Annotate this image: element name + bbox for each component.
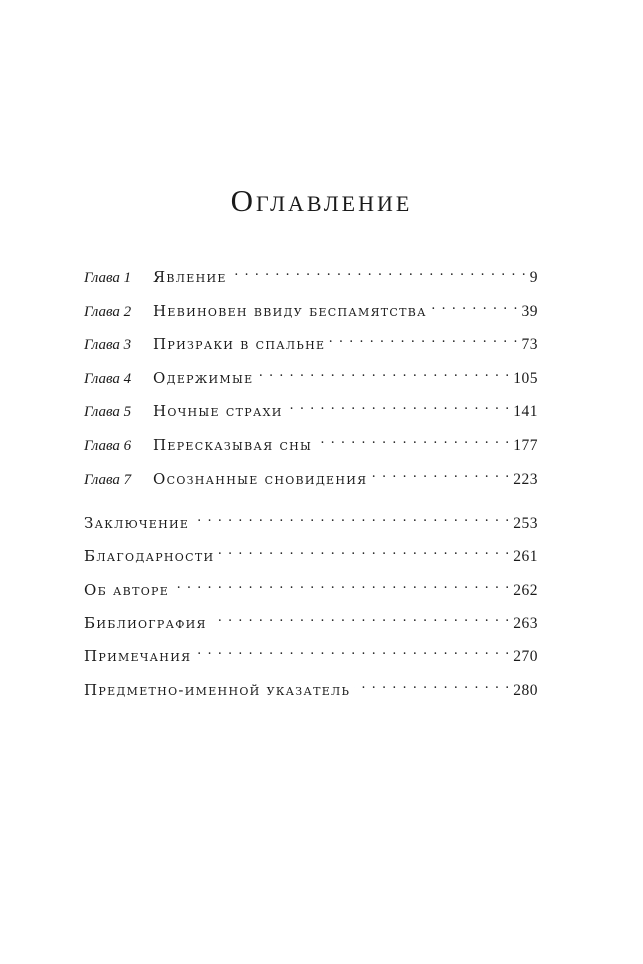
page-number: 39 [521,302,538,320]
page-number: 9 [529,269,538,286]
section-gap [84,497,538,508]
page-number: 73 [521,336,538,354]
dot-leader [211,608,511,628]
toc-entry-chapter-6[interactable] [84,430,538,464]
page-number: 253 [513,515,538,533]
dot-leader [257,363,510,383]
toc-entry-bibliography[interactable] [84,608,538,641]
page-number: 263 [513,615,538,633]
page-number: 280 [513,681,538,699]
page-number: 270 [513,648,538,666]
toc-entry-chapter-5[interactable] [84,396,538,430]
entry-title: Явление [153,268,227,286]
table-of-contents [84,262,538,708]
toc-entry-chapter-3[interactable] [84,329,538,363]
toc-entry-chapter-7[interactable] [84,464,538,498]
entry-title: Невиновен ввиду беспамятства [153,301,427,320]
dot-leader [287,396,511,416]
page-number: 261 [513,548,538,566]
toc-entry-chapter-1[interactable] [84,262,538,296]
dot-leader [431,296,519,316]
dot-leader [193,508,510,528]
entry-title: Ночные страхи [153,402,283,421]
page-number: 141 [513,403,538,421]
page-title: Оглавление [230,183,413,218]
chapter-label: Глава 2 [84,303,132,320]
dot-leader [354,675,510,695]
chapter-label: Глава 7 [84,471,132,488]
toc-entry-acknowledgments[interactable] [84,541,538,574]
page-number: 262 [513,581,538,599]
toc-entry-notes[interactable] [84,641,538,674]
toc-entry-about-author[interactable] [84,575,538,608]
toc-entry-chapter-4[interactable] [84,363,538,397]
chapter-label: Глава 5 [84,404,132,421]
dot-leader [195,641,510,661]
entry-title: Благодарности [84,547,215,566]
entry-title: Одержимые [153,368,254,387]
dot-leader [218,541,510,561]
chapter-label: Глава 6 [84,437,132,454]
entry-title: Заключение [84,514,190,533]
entry-title: Осознанные сновидения [153,469,368,488]
entry-title: Предметно-именной указатель [84,680,351,699]
page-number: 177 [513,436,538,454]
entry-title: Библиография [84,614,207,633]
dot-leader [316,430,510,450]
dot-leader [173,575,510,595]
dot-leader [371,464,510,484]
entry-title: Пересказывая сны [153,435,313,454]
entry-title: Об авторе [84,580,170,599]
toc-entry-chapter-2[interactable] [84,296,538,330]
page-number: 223 [513,470,538,488]
chapter-label: Глава 3 [84,337,132,354]
entry-title: Призраки в спальне [153,335,326,354]
page-number: 105 [513,369,538,387]
toc-entry-index[interactable] [84,675,538,708]
chapter-label: Глава 4 [84,370,132,387]
dot-leader [231,262,527,282]
entry-title: Примечания [84,647,192,666]
toc-entry-conclusion[interactable] [84,508,538,541]
chapter-label: Глава 1 [84,270,132,286]
dot-leader [329,329,518,349]
